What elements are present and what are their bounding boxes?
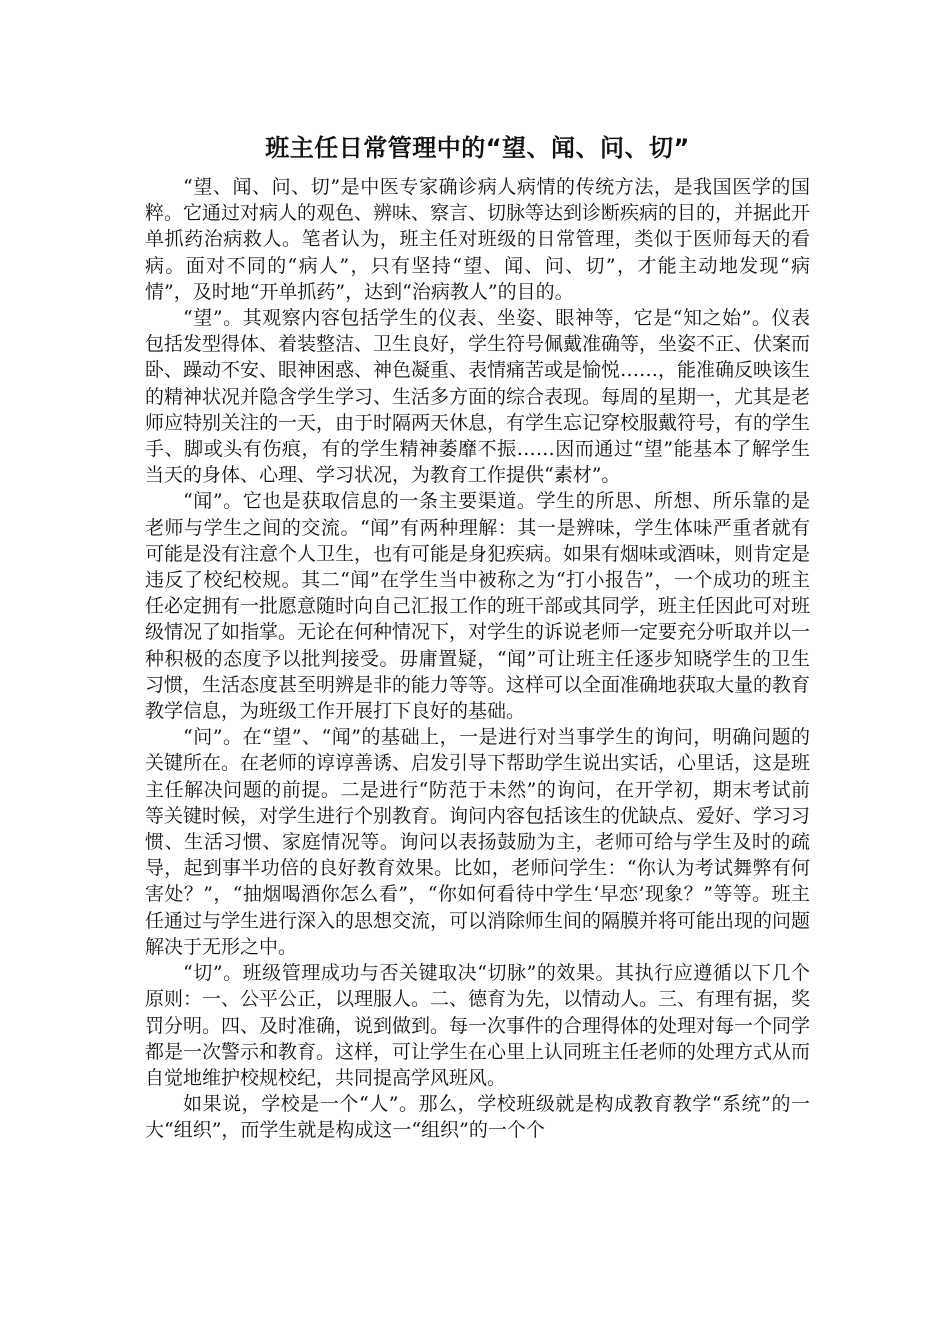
paragraph-wen-listen: “闻”。它也是获取信息的一条主要渠道。学生的所思、所想、所乐靠的是老师与学生之间的交流。“闻”有两种理解：其一是辨味，学生体味严重者就有可能是没有注意个人卫生，也有可能是身犯疾病。如果有烟味或酒味，则肯定是违反了校纪校规。其二“闻”在学生当中被称之为“打小报告”，一个成功的班主任必定拥有一批愿意随时向自己汇报工作的班干部或其同学，班主任因此可对班级情况了如指掌。无论在何种情况下，对学生的诉说老师一定要充分听取并以一种积极的态度予以批判接受。毋庸置疑，“闻”可让班主任逐步知晓学生的卫生习惯，生活态度甚至明辨是非的能力等等。这样可以全面准确地获取大量的教育教学信息，为班级工作开展打下良好的基础。 — [145, 490, 811, 723]
paragraph-intro: “望、闻、问、切”是中医专家确诊病人病情的传统方法，是我国医学的国粹。它通过对病人的观色、辨味、察言、切脉等达到诊断疾病的目的，并据此开单抓药治病救人。笔者认为，班主任对班级的日常管理，类似于医师每天的看病。面对不同的“病人”，只有坚持“望、闻、问、切”，才能主动地发现“病情”，及时地“开单抓药”，达到“治病教人”的目的。 — [145, 176, 811, 303]
document-title: 班主任日常管理中的“望、闻、问、切” — [265, 134, 690, 162]
paragraph-wen-ask: “问”。在“望”、“闻”的基础上，一是进行对当事学生的询问，明确问题的关键所在。在老师的谆谆善诱、启发引导下帮助学生说出实话，心里话，这是班主任解决问题的前提。二是进行“防范于未然”的询问，在开学初，期末考试前等关键时候，对学生进行个别教育。询问内容包括该生的优缺点、爱好、学习习惯、生活习惯、家庭情况等。询问以表扬鼓励为主，老师可给与学生及时的疏导，起到事半功倍的良好教育效果。比如，老师问学生：“你认为考试舞弊有何害处？”，“抽烟喝酒你怎么看”，“你如何看待中学生‘早恋’现象？”等等。班主任通过与学生进行深入的思想交流，可以消除师生间的隔膜并将可能出现的问题解决于无形之中。 — [145, 726, 811, 958]
paragraph-wang: “望”。其观察内容包括学生的仪表、坐姿、眼神等，它是“知之始”。仪表包括发型得体、着装整洁、卫生良好，学生符号佩戴准确等，坐姿不正、伏案而卧、躁动不安、眼神困惑、神色凝重、表情痛苦或是愉悦……，能准确反映该生的精神状况并隐含学生学习、生活多方面的综合表现。每周的星期一，尤其是老师应特别关注的一天，由于时隔两天休息，有学生忘记穿校服戴符号，有的学生手、脚或头有伤痕，有的学生精神萎靡不振……因而通过“望”能基本了解学生当天的身体、心理、学习状况，为教育工作提供“素材”。 — [145, 307, 811, 487]
paragraph-qie: “切”。班级管理成功与否关键取决“切脉”的效果。其执行应遵循以下几个原则：一、公平公正，以理服人。二、德育为先，以情动人。三、有理有据，奖罚分明。四、及时准确，说到做到。每一次事件的合理得体的处理对每一个同学都是一次警示和教育。这样，可让学生在心里上认同班主任老师的处理方式从而自觉地维护校规校纪，共同提高学风班风。 — [145, 962, 811, 1089]
paragraph-conclusion: 如果说，学校是一个“人”。那么，学校班级就是构成教育教学“系统”的一大“组织”，而学生就是构成这一“组织”的一个个 — [145, 1093, 810, 1142]
document-page — [145, 128, 810, 1144]
